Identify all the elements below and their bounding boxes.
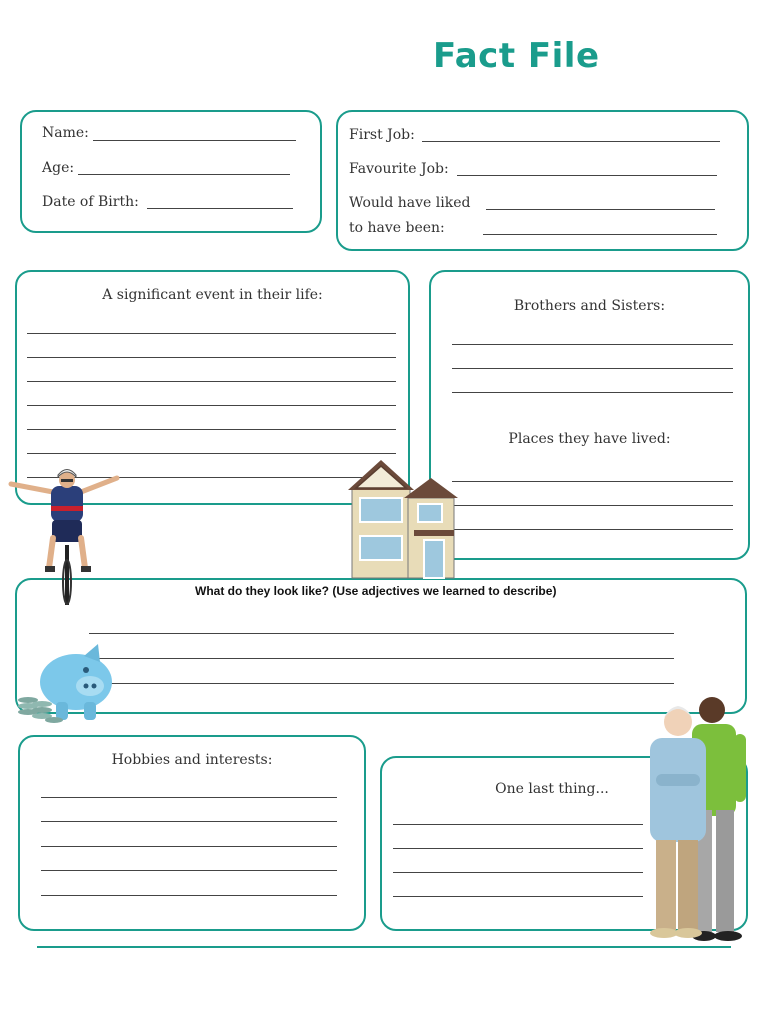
hobbies-line[interactable] [41,895,337,896]
event-line[interactable] [27,429,396,430]
last-thing-line[interactable] [393,896,643,897]
hobbies-line[interactable] [41,821,337,822]
dob-label: Date of Birth: [42,194,139,210]
event-line[interactable] [27,453,396,454]
last-thing-line[interactable] [393,872,643,873]
liked-job-label-line2: to have been: [349,220,445,236]
age-field[interactable] [78,174,290,175]
siblings-line[interactable] [452,368,733,369]
siblings-line[interactable] [452,344,733,345]
house-illustration [346,458,461,580]
name-field[interactable] [93,140,296,141]
last-thing-heading: One last thing... [495,781,609,797]
cyclist-illustration [5,470,125,610]
hobbies-line[interactable] [41,846,337,847]
liked-job-field-1[interactable] [486,209,715,210]
places-heading: Places they have lived: [508,431,671,447]
places-line[interactable] [452,481,733,482]
looks-line[interactable] [89,658,674,659]
elderly-couple-illustration [626,690,756,945]
first-job-label: First Job: [349,127,415,143]
favourite-job-label: Favourite Job: [349,161,449,177]
page-title: Fact File [433,36,600,76]
looks-line[interactable] [89,683,674,684]
last-thing-line[interactable] [393,848,643,849]
places-line[interactable] [452,529,733,530]
bottom-divider [37,946,731,948]
last-thing-line[interactable] [393,824,643,825]
hobbies-line[interactable] [41,870,337,871]
first-job-field[interactable] [422,141,720,142]
siblings-heading: Brothers and Sisters: [513,298,666,314]
event-line[interactable] [27,333,396,334]
hobbies-heading: Hobbies and interests: [111,752,273,768]
looks-heading: What do they look like? (Use adjectives we learned to describe) [195,584,557,598]
piggy-bank-illustration [14,640,119,726]
age-label: Age: [42,160,75,176]
places-line[interactable] [452,505,733,506]
liked-job-label-line1: Would have liked [349,195,471,211]
favourite-job-field[interactable] [457,175,717,176]
liked-job-field-2[interactable] [483,234,717,235]
siblings-line[interactable] [452,392,733,393]
dob-field[interactable] [147,208,293,209]
looks-line[interactable] [89,633,674,634]
event-line[interactable] [27,405,396,406]
name-label: Name: [42,125,89,141]
event-heading: A significant event in their life: [102,287,323,303]
hobbies-line[interactable] [41,797,337,798]
event-line[interactable] [27,357,396,358]
event-line[interactable] [27,381,396,382]
